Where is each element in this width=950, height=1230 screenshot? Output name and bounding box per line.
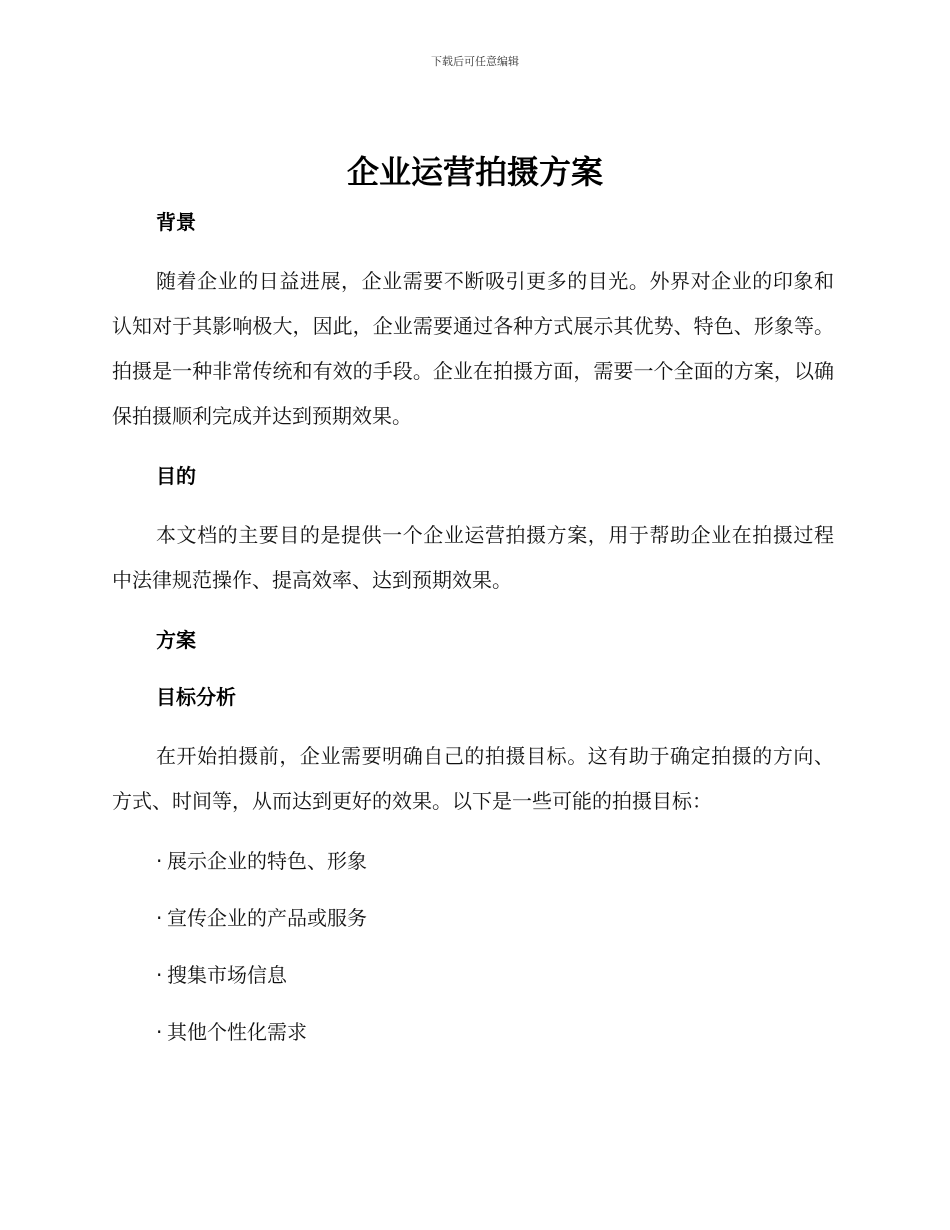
bullet-marker: · [156,849,163,873]
goal-analysis-paragraph: 在开始拍摄前，企业需要明确自己的拍摄目标。这有助于确定拍摄的方向、方式、时间等，从而达到更好的效果。以下是一些可能的拍摄目标： [112,744,834,813]
list-item [112,1012,834,1052]
list-item-text: 搜集市场信息 [167,963,287,987]
background-paragraph: 随着企业的日益进展，企业需要不断吸引更多的目光。外界对企业的印象和认知对于其影响极大，因此，企业需要通过各种方式展示其优势、特色、形象等。拍摄是一种非常传统和有效的手段。企业在拍摄方面，需要一个全面的方案，以确保拍摄顺利完成并达到预期效果。 [112,269,834,428]
list-item-text: 展示企业的特色、形象 [167,849,367,873]
list-item [112,841,834,881]
bullet-marker: · [156,963,163,987]
list-item-text: 其他个性化需求 [167,1020,307,1044]
document-body [112,202,834,1069]
section-heading-background: 背景 [156,210,196,234]
section-heading-plan: 方案 [156,628,196,652]
list-item [112,898,834,938]
bullet-marker: · [156,1020,163,1044]
page-header-note: 下载后可任意编辑 [431,55,519,68]
list-item-text: 宣传企业的产品或服务 [167,906,367,930]
section-heading-goal-analysis: 目标分析 [156,685,236,709]
list-item [112,955,834,995]
document-title: 企业运营拍摄方案 [346,153,603,191]
bullet-marker: · [156,906,163,930]
section-heading-purpose: 目的 [156,464,196,488]
purpose-paragraph: 本文档的主要目的是提供一个企业运营拍摄方案，用于帮助企业在拍摄过程中法律规范操作、提高效率、达到预期效果。 [112,523,834,592]
